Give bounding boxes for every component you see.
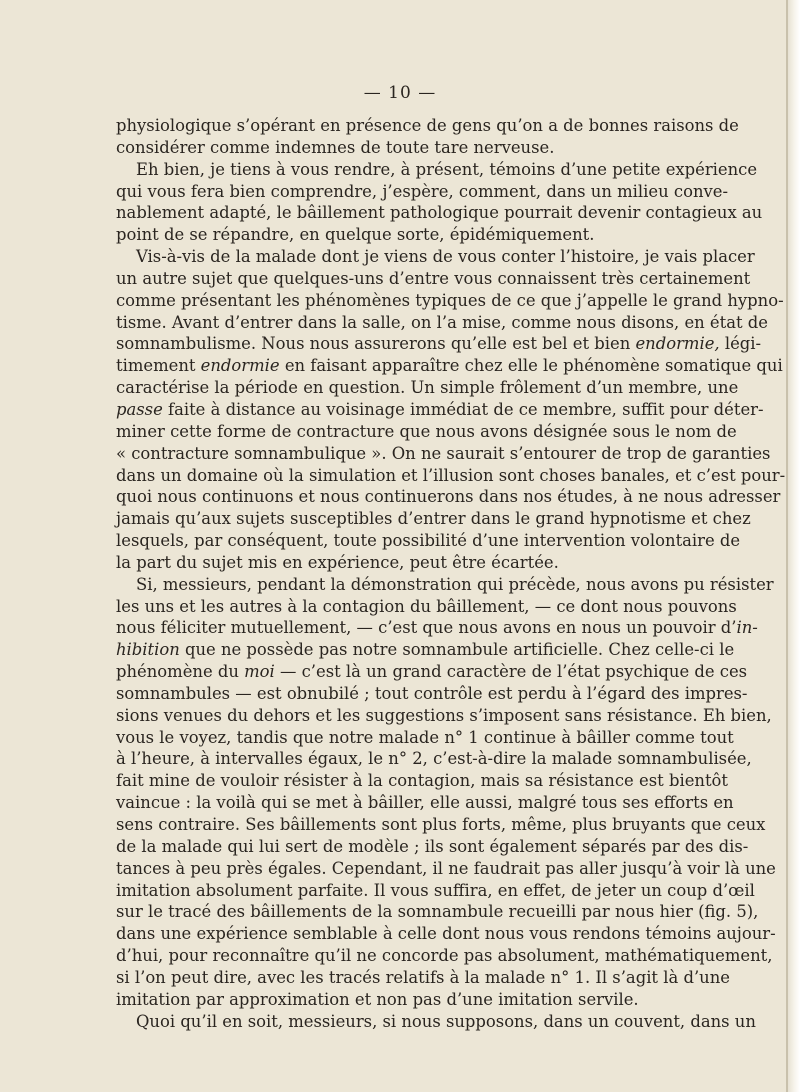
text-line: Vis-à-vis de la malade dont je viens de vous conter l’histoire, je vais placer <box>136 247 755 267</box>
text-line: à l’heure, à intervalles égaux, le n° 2, c’est-à-dire la malade somnambulisée, <box>116 749 752 769</box>
page-edge-line <box>786 0 788 1092</box>
text-line: les uns et les autres à la contagion du bâillement, — ce dont nous pouvons <box>116 596 737 616</box>
text-line: tances à peu près égales. Cependant, il ne faudrait pas aller jusqu’à voir là une <box>116 858 776 878</box>
body-text <box>116 115 786 1032</box>
text-line: quoi nous continuons et nous continuerons dans nos études, à ne nous adresser <box>116 487 781 507</box>
text-line: hibition que ne possède pas notre somnambule artificielle. Chez celle-ci le <box>116 640 735 660</box>
page-edge <box>786 0 800 1092</box>
text-line: dans un domaine où la simulation et l’illusion sont choses banales, et c’est pour- <box>116 465 786 485</box>
text-line: la part du sujet mis en expérience, peut être écartée. <box>116 552 559 572</box>
text-line: nous féliciter mutuellement, — c’est que nous avons en nous un pouvoir d’in- <box>116 618 758 638</box>
text-line: comme présentant les phénomènes typiques de ce que j’appelle le grand hypno- <box>116 290 784 310</box>
text-line: physiologique s’opérant en présence de gens qu’on a de bonnes raisons de <box>116 116 739 135</box>
text-line: Quoi qu’il en soit, messieurs, si nous supposons, dans un couvent, dans un <box>136 1011 756 1031</box>
text-line: tisme. Avant d’entrer dans la salle, on l’a mise, comme nous disons, en état de <box>116 312 768 332</box>
text-line: somnambules — est obnubilé ; tout contrôle est perdu à l’égard des impres- <box>116 683 748 703</box>
text-line: imitation par approximation et non pas d’une imitation servile. <box>116 989 639 1009</box>
text-line: passe faite à distance au voisinage immédiat de ce membre, suffit pour déter- <box>116 399 764 419</box>
text-line: sens contraire. Ses bâillements sont plus forts, même, plus bruyants que ceux <box>116 815 766 834</box>
text-line: jamais qu’aux sujets susceptibles d’entrer dans le grand hypnotisme et chez <box>116 509 751 529</box>
page-number: — 10 — <box>363 83 437 103</box>
text-line: lesquels, par conséquent, toute possibilité d’une intervention volontaire de <box>116 531 741 551</box>
text-line: « contracture somnambulique ». On ne saurait s’entourer de trop de garanties <box>116 443 771 463</box>
text-line: vous le voyez, tandis que notre malade n° 1 continue à bâiller comme tout <box>116 727 734 747</box>
text-line: point de se répandre, en quelque sorte, épidémiquement. <box>116 225 595 245</box>
text-line: phénomène du moi — c’est là un grand caractère de l’état psychique de ces <box>116 662 748 682</box>
text-line: caractérise la période en question. Un simple frôlement d’un membre, une <box>116 378 739 398</box>
text-line: nablement adapté, le bâillement pathologique pourrait devenir contagieux au <box>116 203 763 223</box>
text-line: considérer comme indemnes de toute tare nerveuse. <box>116 137 555 157</box>
text-line: qui vous fera bien comprendre, j’espère, comment, dans un milieu conve- <box>116 181 728 201</box>
text-line: Eh bien, je tiens à vous rendre, à présent, témoins d’une petite expérience <box>136 159 758 179</box>
text-line: miner cette forme de contracture que nous avons désignée sous le nom de <box>116 421 737 441</box>
text-line: fait mine de vouloir résister à la contagion, mais sa résistance est bientôt <box>116 771 728 791</box>
text-line: Si, messieurs, pendant la démonstration qui précède, nous avons pu résister <box>136 574 774 594</box>
text-line: si l’on peut dire, avec les tracés relatifs à la malade n° 1. Il s’agit là d’une <box>116 967 730 987</box>
text-line: sur le tracé des bâillements de la somnambule recueilli par nous hier (fig. 5), <box>116 902 759 922</box>
text-line: de la malade qui lui sert de modèle ; ils sont également séparés par des dis- <box>116 836 749 856</box>
text-line: sions venues du dehors et les suggestions s’imposent sans résistance. Eh bien, <box>116 705 772 725</box>
text-line: somnambulisme. Nous nous assurerons qu’elle est bel et bien endormie, légi- <box>116 334 762 354</box>
text-line: timement endormie en faisant apparaître chez elle le phénomène somatique qui <box>116 356 783 376</box>
text-line: dans une expérience semblable à celle dont nous vous rendons témoins aujour- <box>116 924 776 944</box>
text-line: imitation absolument parfaite. Il vous suffira, en effet, de jeter un coup d’œil <box>116 880 755 900</box>
text-line: vaincue : la voilà qui se met à bâiller, elle aussi, malgré tous ses efforts en <box>116 793 734 813</box>
text-line: d’hui, pour reconnaître qu’il ne concorde pas absolument, mathématiquement, <box>116 946 773 966</box>
text-line: un autre sujet que quelques-uns d’entre vous connaissent très certainement <box>116 268 751 288</box>
